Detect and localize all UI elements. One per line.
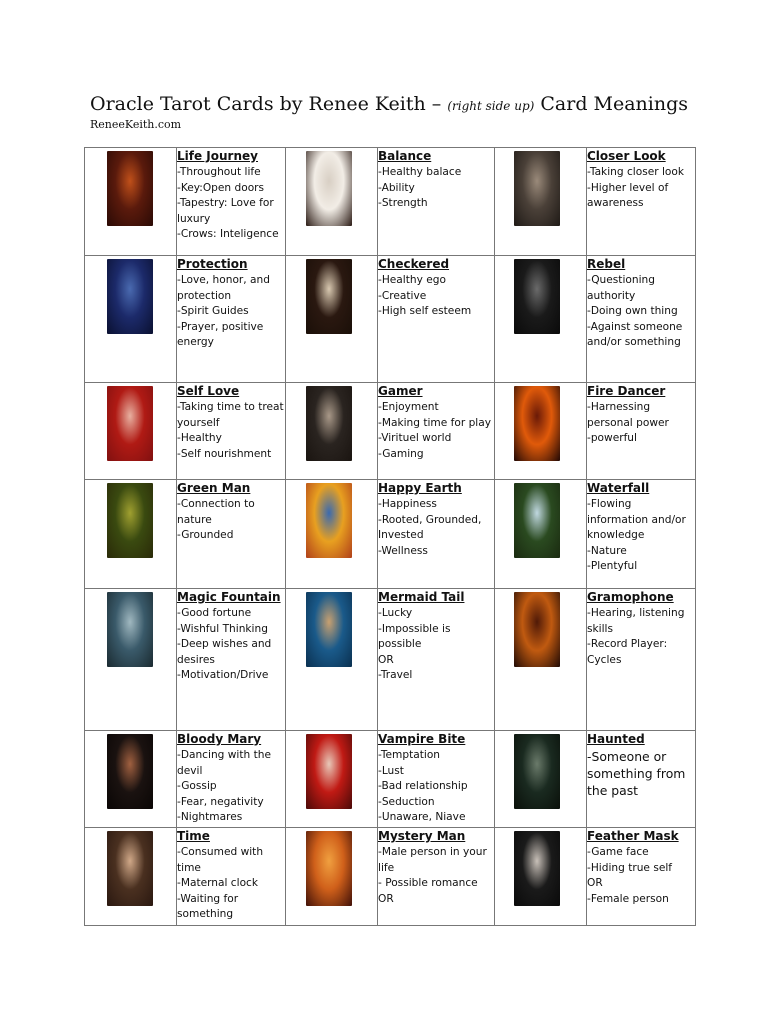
card-name: Mystery Man bbox=[378, 829, 466, 843]
meaning-line: -Good fortune bbox=[177, 607, 252, 619]
meaning-list bbox=[177, 165, 285, 243]
card-name: Closer Look bbox=[587, 149, 666, 163]
card-image-cell bbox=[495, 731, 587, 828]
meaning-line: -Waiting for something bbox=[177, 892, 239, 920]
meaning-list bbox=[587, 165, 695, 212]
meaning-line: -Impossible is possible bbox=[378, 622, 451, 650]
meaning-line: -Throughout life bbox=[177, 166, 261, 178]
card-image bbox=[514, 386, 560, 461]
card-meanings-table bbox=[84, 147, 696, 926]
card-image bbox=[306, 734, 352, 809]
card-name: Rebel bbox=[587, 257, 626, 271]
meaning-line: -Fear, negativity bbox=[177, 795, 264, 808]
meaning-line: -Grounded bbox=[177, 529, 234, 541]
card-image-cell bbox=[85, 148, 177, 256]
card-image bbox=[107, 386, 153, 461]
card-image-cell bbox=[286, 256, 378, 383]
meaning-line: -Lust bbox=[378, 764, 404, 777]
meaning-list bbox=[587, 606, 695, 668]
meaning-list bbox=[378, 273, 494, 320]
meaning-list bbox=[587, 497, 695, 575]
meaning-list bbox=[378, 845, 494, 907]
meaning-line: -Healthy ego bbox=[378, 274, 446, 286]
meaning-line: -Male person in your life bbox=[378, 846, 487, 874]
meaning-list bbox=[587, 748, 695, 799]
meaning-line: -Bad relationship bbox=[378, 780, 468, 792]
card-name: Mermaid Tail bbox=[378, 590, 465, 604]
meaning-line: -Harnessing personal power bbox=[587, 401, 669, 429]
meaning-line: -Tapestry: Love for luxury bbox=[177, 197, 274, 225]
card-image bbox=[306, 592, 352, 667]
card-image bbox=[306, 386, 352, 461]
card-image-cell bbox=[85, 480, 177, 589]
meaning-line: -Gossip bbox=[177, 780, 217, 792]
meaning-list bbox=[177, 400, 285, 462]
meaning-line: -Virituel world bbox=[378, 432, 452, 444]
card-meaning-cell bbox=[177, 148, 286, 256]
meaning-line: -Motivation/Drive bbox=[177, 669, 269, 681]
table-row bbox=[85, 731, 696, 828]
title-main: Oracle Tarot Cards by Renee Keith – bbox=[90, 93, 442, 115]
card-image-cell bbox=[85, 256, 177, 383]
meaning-line: -Questioning authority bbox=[587, 274, 655, 302]
meaning-list bbox=[378, 400, 494, 462]
card-image bbox=[514, 259, 560, 334]
meaning-line: -Happiness bbox=[378, 498, 437, 510]
meaning-line: - Possible romance bbox=[378, 877, 478, 889]
meaning-line: -Ability bbox=[378, 181, 415, 194]
card-name: Time bbox=[177, 829, 210, 843]
card-meaning-cell bbox=[177, 256, 286, 383]
card-meaning-cell bbox=[177, 480, 286, 589]
meaning-list bbox=[378, 748, 494, 826]
meaning-list bbox=[378, 606, 494, 684]
meaning-line: -Doing own thing bbox=[587, 305, 678, 317]
meaning-line: -Consumed with time bbox=[177, 846, 264, 874]
card-meaning-cell bbox=[378, 148, 495, 256]
card-meaning-cell bbox=[378, 480, 495, 589]
card-image bbox=[107, 831, 153, 906]
table-row bbox=[85, 480, 696, 589]
meaning-list bbox=[177, 273, 285, 351]
card-image-cell bbox=[85, 383, 177, 480]
card-name: Fire Dancer bbox=[587, 384, 666, 398]
meaning-line: -Seduction bbox=[378, 795, 435, 808]
meaning-line: -Hearing, listening skills bbox=[587, 607, 685, 635]
card-image-cell bbox=[495, 256, 587, 383]
meaning-line: -Love, honor, and protection bbox=[177, 274, 270, 302]
meaning-line: -Prayer, positive energy bbox=[177, 320, 264, 348]
card-image-cell bbox=[286, 480, 378, 589]
title-end: Card Meanings bbox=[540, 93, 689, 115]
site-url: ReneeKeith.com bbox=[90, 118, 182, 131]
card-meaning-cell bbox=[177, 731, 286, 828]
card-image-cell bbox=[286, 148, 378, 256]
meaning-list bbox=[177, 606, 285, 684]
card-image-cell bbox=[85, 828, 177, 926]
table-row bbox=[85, 383, 696, 480]
meaning-line: -Gaming bbox=[378, 447, 424, 460]
meaning-line: -Dancing with the devil bbox=[177, 749, 271, 777]
card-meaning-cell bbox=[587, 256, 696, 383]
meaning-line: OR bbox=[378, 653, 394, 666]
meaning-list bbox=[587, 273, 695, 351]
meaning-line: -Unaware, Niave bbox=[378, 811, 466, 823]
card-meaning-cell bbox=[177, 828, 286, 926]
meaning-line: -Game face bbox=[587, 846, 649, 858]
card-meaning-cell bbox=[587, 148, 696, 256]
meaning-line: -Making time for play bbox=[378, 416, 492, 429]
card-name: Bloody Mary bbox=[177, 732, 262, 746]
card-image-cell bbox=[495, 148, 587, 256]
card-name: Gramophone bbox=[587, 590, 674, 604]
card-image bbox=[514, 831, 560, 906]
meaning-line: -Enjoyment bbox=[378, 401, 439, 413]
card-image bbox=[107, 483, 153, 558]
card-meaning-cell bbox=[587, 828, 696, 926]
meaning-line: OR bbox=[587, 877, 603, 889]
card-image bbox=[107, 151, 153, 226]
meaning-line: -Maternal clock bbox=[177, 877, 259, 889]
meaning-line: -Crows: Inteligence bbox=[177, 228, 279, 240]
meaning-line: -Travel bbox=[378, 669, 413, 681]
meaning-line: -Hiding true self bbox=[587, 861, 673, 874]
card-image-cell bbox=[286, 828, 378, 926]
card-meaning-cell bbox=[378, 383, 495, 480]
meaning-line: -Wellness bbox=[378, 544, 428, 557]
card-meaning-cell bbox=[587, 480, 696, 589]
card-name: Self Love bbox=[177, 384, 240, 398]
meaning-line: -Against someone and/or something bbox=[587, 320, 683, 348]
card-name: Feather Mask bbox=[587, 829, 679, 843]
meaning-list bbox=[378, 497, 494, 559]
meaning-line: OR bbox=[378, 892, 394, 905]
card-image bbox=[514, 151, 560, 226]
table-row bbox=[85, 828, 696, 926]
meaning-list bbox=[587, 845, 695, 907]
meaning-line: -Strength bbox=[378, 197, 428, 209]
meaning-line: -powerful bbox=[587, 432, 637, 444]
meaning-line: -Spirit Guides bbox=[177, 305, 249, 317]
card-meaning-cell bbox=[177, 383, 286, 480]
meaning-line: -Rooted, Grounded, Invested bbox=[378, 513, 482, 541]
card-image bbox=[107, 592, 153, 667]
card-image-cell bbox=[286, 589, 378, 731]
meaning-line: -Wishful Thinking bbox=[177, 622, 268, 635]
meaning-line: -Lucky bbox=[378, 607, 413, 619]
card-image-cell bbox=[286, 731, 378, 828]
meaning-line: -Nature bbox=[587, 544, 627, 557]
page-title bbox=[90, 93, 688, 115]
meaning-line: -Taking closer look bbox=[587, 166, 684, 178]
card-name: Checkered bbox=[378, 257, 450, 271]
meaning-line: -Flowing information and/or knowledge bbox=[587, 498, 686, 541]
card-image-cell bbox=[495, 383, 587, 480]
card-name: Magic Fountain bbox=[177, 590, 281, 604]
table-row bbox=[85, 148, 696, 256]
card-meaning-cell bbox=[378, 731, 495, 828]
meaning-line: -Record Player: Cycles bbox=[587, 638, 668, 666]
card-name: Waterfall bbox=[587, 481, 650, 495]
card-meaning-cell bbox=[378, 828, 495, 926]
table-row bbox=[85, 589, 696, 731]
meaning-list bbox=[177, 497, 285, 544]
meaning-line: -Deep wishes and desires bbox=[177, 638, 272, 666]
meaning-list bbox=[378, 165, 494, 212]
meaning-line: -Connection to nature bbox=[177, 498, 255, 526]
card-image bbox=[306, 483, 352, 558]
meaning-line: -Plentyful bbox=[587, 560, 638, 572]
card-image-cell bbox=[495, 480, 587, 589]
card-image-cell bbox=[495, 589, 587, 731]
card-image-cell bbox=[85, 731, 177, 828]
meaning-list bbox=[177, 748, 285, 826]
meaning-list bbox=[587, 400, 695, 447]
card-meaning-cell bbox=[587, 383, 696, 480]
card-image-cell bbox=[495, 828, 587, 926]
meaning-line: -Nightmares bbox=[177, 811, 243, 823]
meaning-line: -Female person bbox=[587, 892, 669, 905]
table-row bbox=[85, 256, 696, 383]
title-subtitle: (right side up) bbox=[447, 99, 535, 113]
card-meaning-cell bbox=[378, 256, 495, 383]
card-name: Balance bbox=[378, 149, 432, 163]
meaning-list bbox=[177, 845, 285, 923]
meaning-line: -Someone or something from the past bbox=[587, 749, 686, 798]
card-meaning-cell bbox=[378, 589, 495, 731]
meaning-line: -Creative bbox=[378, 289, 427, 302]
card-name: Life Journey bbox=[177, 149, 258, 163]
meaning-line: -Higher level of awareness bbox=[587, 181, 669, 209]
card-name: Protection bbox=[177, 257, 248, 271]
card-image-cell bbox=[286, 383, 378, 480]
meaning-line: -High self esteem bbox=[378, 305, 472, 317]
card-name: Haunted bbox=[587, 732, 645, 746]
card-image bbox=[514, 483, 560, 558]
card-name: Gamer bbox=[378, 384, 423, 398]
card-name: Vampire Bite bbox=[378, 732, 466, 746]
card-image-cell bbox=[85, 589, 177, 731]
card-image bbox=[306, 151, 352, 226]
card-image bbox=[107, 734, 153, 809]
card-meaning-cell bbox=[587, 589, 696, 731]
card-image bbox=[107, 259, 153, 334]
meaning-line: -Self nourishment bbox=[177, 447, 272, 460]
card-image bbox=[306, 831, 352, 906]
card-name: Green Man bbox=[177, 481, 251, 495]
card-meaning-cell bbox=[587, 731, 696, 828]
meaning-line: -Healthy balace bbox=[378, 166, 462, 178]
meaning-line: -Key:Open doors bbox=[177, 181, 265, 194]
meaning-line: -Temptation bbox=[378, 749, 441, 761]
card-name: Happy Earth bbox=[378, 481, 462, 495]
card-image bbox=[514, 592, 560, 667]
card-meaning-cell bbox=[177, 589, 286, 731]
meaning-line: -Healthy bbox=[177, 432, 222, 444]
meaning-line: -Taking time to treat yourself bbox=[177, 401, 284, 429]
card-image bbox=[306, 259, 352, 334]
card-image bbox=[514, 734, 560, 809]
